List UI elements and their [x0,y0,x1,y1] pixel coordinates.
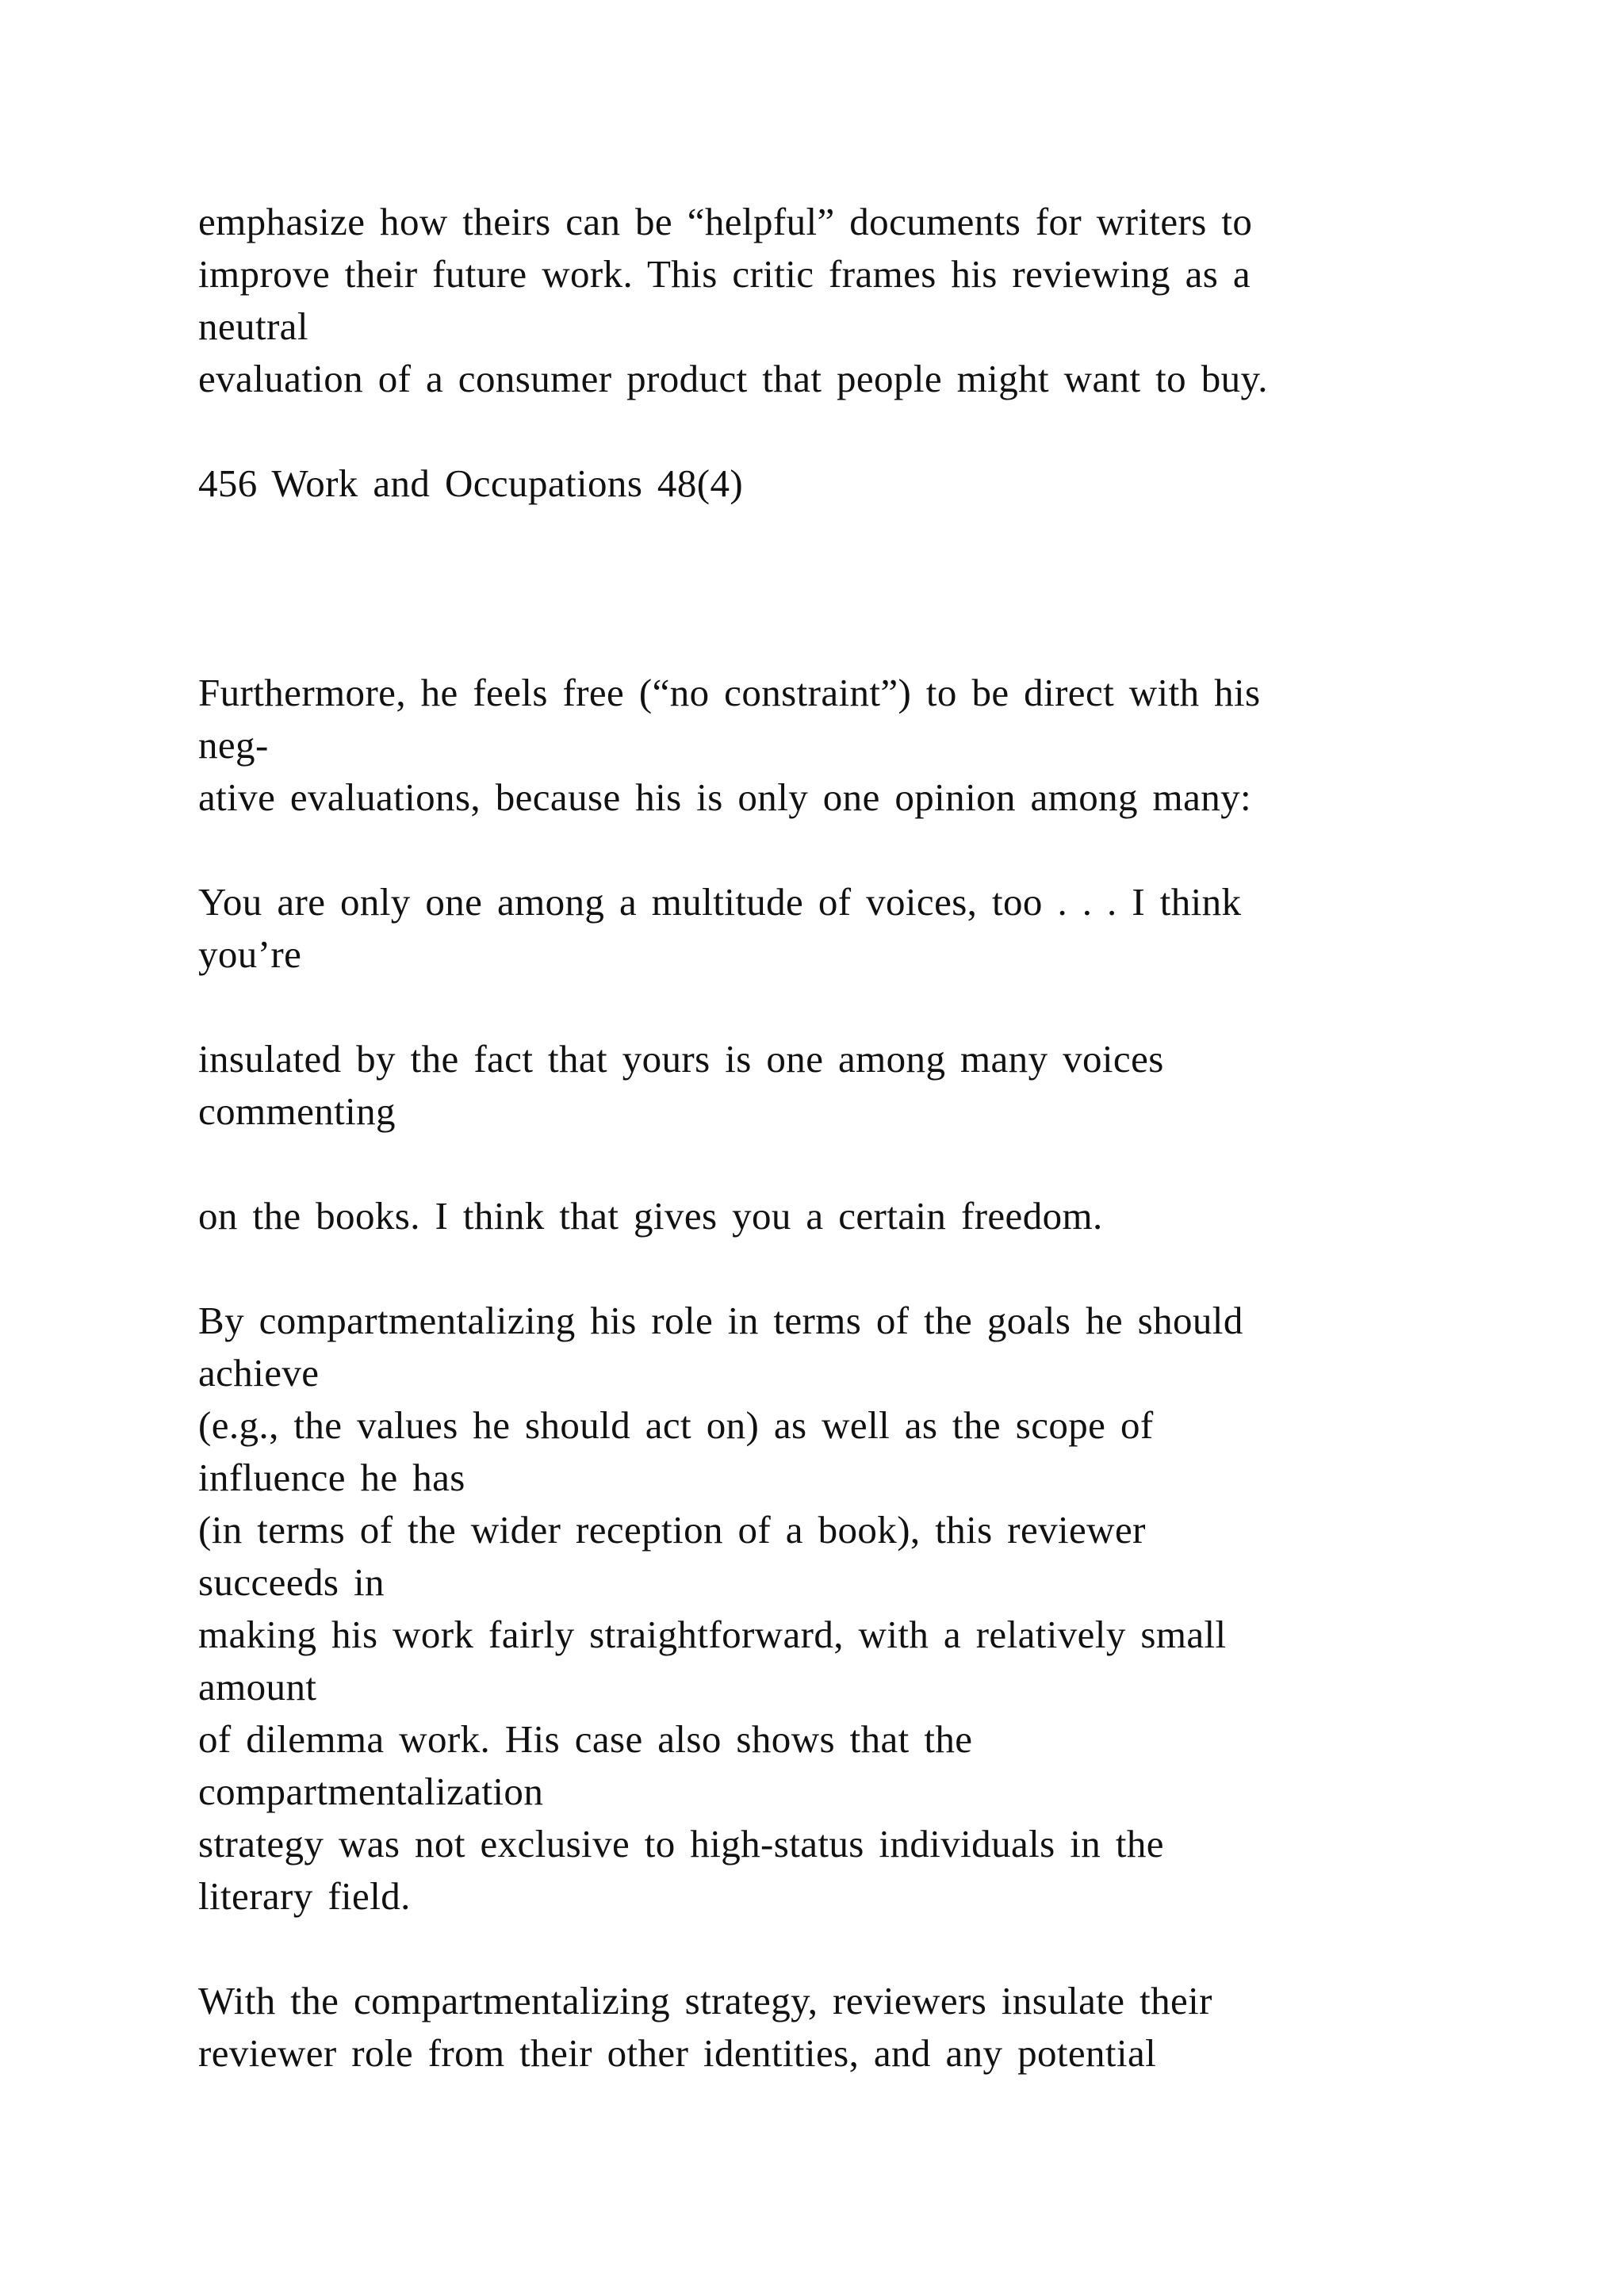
quote-line: insulated by the fact that yours is one among many voices [198,1037,1164,1081]
quote-line: you’re [198,932,302,976]
quote-line: You are only one among a multitude of voices, too . . . I think [198,880,1242,924]
text-line: strategy was not exclusive to high-status individuals in the [198,1822,1164,1866]
text-line: With the compartmentalizing strategy, reviewers insulate their [198,1979,1212,2022]
text-line: evaluation of a consumer product that people might want to buy. [198,357,1268,400]
running-header: 456 Work and Occupations 48(4) [198,461,744,505]
text-line: of dilemma work. His case also shows that the [198,1717,973,1761]
text-line: influence he has [198,1456,465,1499]
text-line: emphasize how theirs can be “helpful” documents for writers to [198,200,1253,243]
text-line: literary field. [198,1874,411,1918]
text-line: reviewer role from their other identities, and any potential [198,2031,1157,2075]
text-line: compartmentalization [198,1770,544,1813]
text-line: achieve [198,1351,320,1395]
text-line: neg- [198,723,269,767]
text-line: neutral [198,304,308,348]
text-line: By compartmentalizing his role in terms of the goals he should [198,1299,1243,1342]
text-line: Furthermore, he feels free (“no constraint”) to be direct with his [198,671,1261,714]
quote-line: on the books. I think that gives you a certain freedom. [198,1194,1103,1238]
text-line: making his work fairly straightforward, with a relatively small [198,1613,1227,1656]
text-line: (in terms of the wider reception of a book), this reviewer [198,1508,1146,1552]
text-line: ative evaluations, because his is only one opinion among many: [198,775,1252,819]
text-line: amount [198,1665,317,1709]
quote-line: commenting [198,1089,396,1133]
text-line: succeeds in [198,1560,385,1604]
text-line: improve their future work. This critic frames his reviewing as a [198,252,1251,296]
text-line: (e.g., the values he should act on) as well as the scope of [198,1403,1154,1447]
